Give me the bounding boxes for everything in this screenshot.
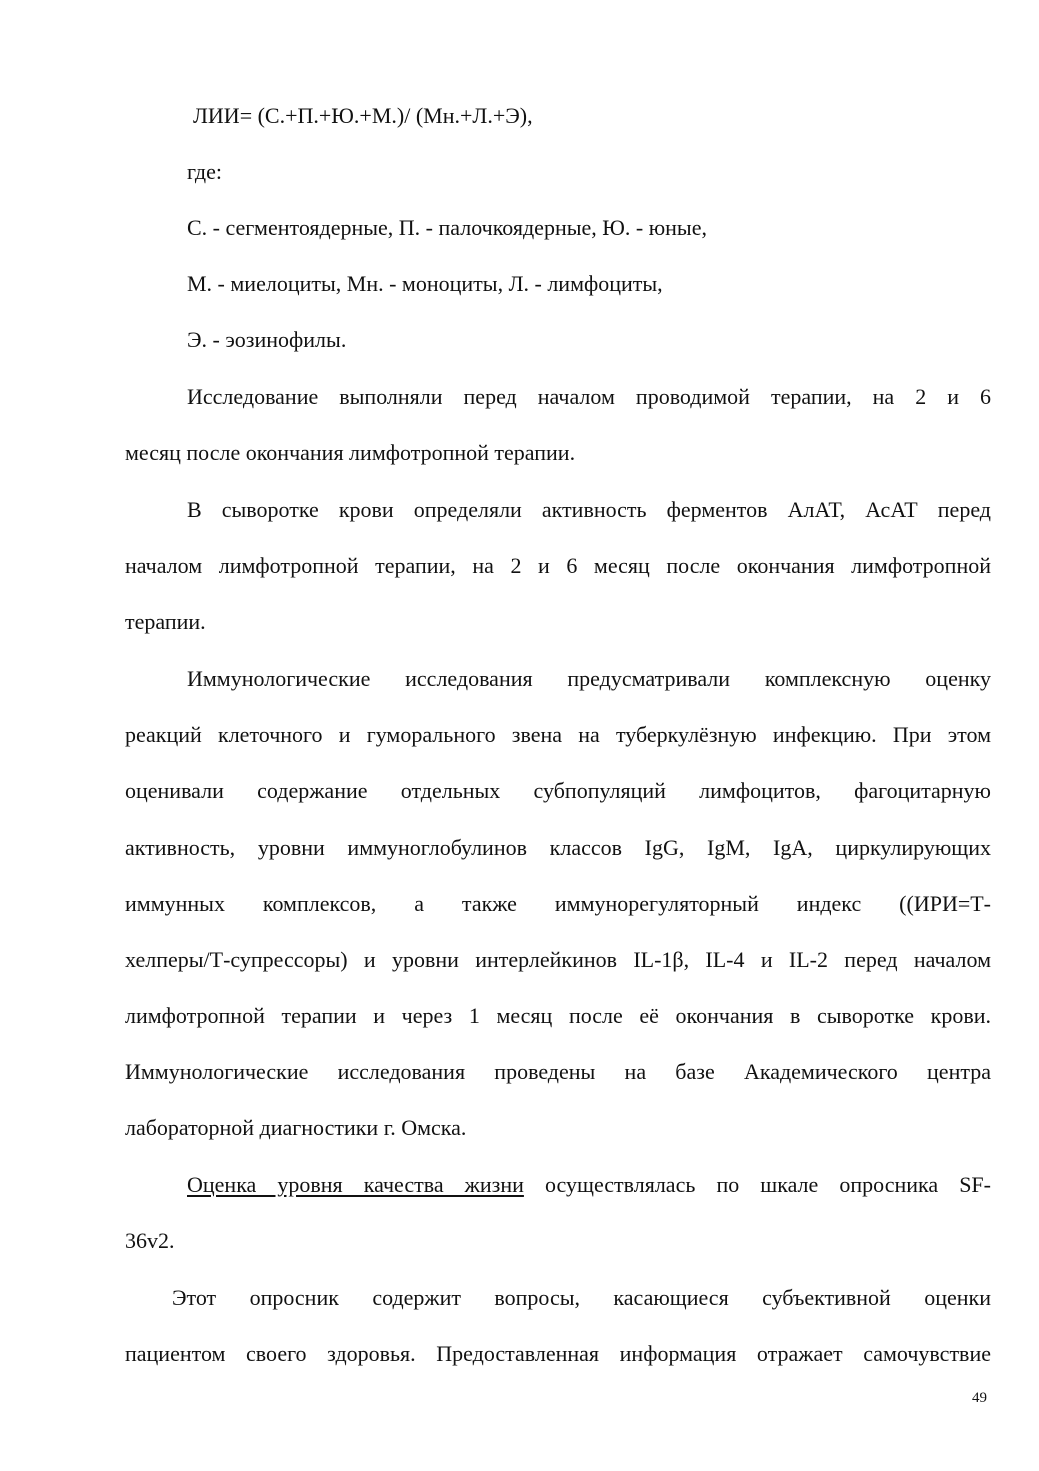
paragraph-4-line-2: 36v2. xyxy=(125,1228,175,1253)
formula-definition-3: Э. - эозинофилы. xyxy=(187,327,347,352)
paragraph-3-line-1: Иммунологические исследования предусматривали комплексную оценку xyxy=(187,666,991,691)
formula-where: где: xyxy=(187,159,222,184)
paragraph-1-line-2: месяц после окончания лимфотропной терапии. xyxy=(125,440,576,465)
paragraph-5-line-1: Этот опросник содержит вопросы, касающиеся субъективной оценки xyxy=(172,1285,991,1310)
paragraph-3-line-3: оценивали содержание отдельных субпопуляций лимфоцитов, фагоцитарную xyxy=(125,778,991,803)
paragraph-4-line-1: Оценка уровня качества жизни осуществлялась по шкале опросника SF- xyxy=(187,1172,991,1197)
paragraph-3-line-4: активность, уровни иммуноглобулинов классов IgG, IgM, IgA, циркулирующих xyxy=(125,835,991,860)
paragraph-2-line-3: терапии. xyxy=(125,609,206,634)
paragraph-3-line-5: иммунных комплексов, а также иммунорегуляторный индекс ((ИРИ=Т- xyxy=(125,891,991,916)
formula-definition-1: С. - сегментоядерные, П. - палочкоядерные, Ю. - юные, xyxy=(187,215,707,240)
paragraph-3-line-2: реакций клеточного и гуморального звена на туберкулёзную инфекцию. При этом xyxy=(125,722,991,747)
paragraph-1-line-1: Исследование выполняли перед началом проводимой терапии, на 2 и 6 xyxy=(187,384,991,409)
paragraph-2-line-2: началом лимфотропной терапии, на 2 и 6 месяц после окончания лимфотропной xyxy=(125,553,991,578)
paragraph-5-line-2: пациентом своего здоровья. Предоставленная информация отражает самочувствие xyxy=(125,1341,991,1366)
paragraph-3-line-9: лабораторной диагностики г. Омска. xyxy=(125,1115,467,1140)
page-number: 49 xyxy=(972,1390,987,1406)
paragraph-3-line-6: хелперы/Т-супрессоры) и уровни интерлейкинов IL-1β, IL-4 и IL-2 перед началом xyxy=(125,947,991,972)
formula-line: ЛИИ= (С.+П.+Ю.+М.)/ (Мн.+Л.+Э), xyxy=(193,103,533,128)
paragraph-2-line-1: В сыворотке крови определяли активность ферментов АлАТ, АсАТ перед xyxy=(187,497,991,522)
paragraph-3-line-8: Иммунологические исследования проведены на базе Академического центра xyxy=(125,1059,991,1084)
quality-of-life-heading: Оценка уровня качества жизни xyxy=(187,1172,524,1197)
formula-definition-2: М. - миелоциты, Мн. - моноциты, Л. - лимфоциты, xyxy=(187,271,663,296)
paragraph-3-line-7: лимфотропной терапии и через 1 месяц после её окончания в сыворотке крови. xyxy=(125,1003,991,1028)
